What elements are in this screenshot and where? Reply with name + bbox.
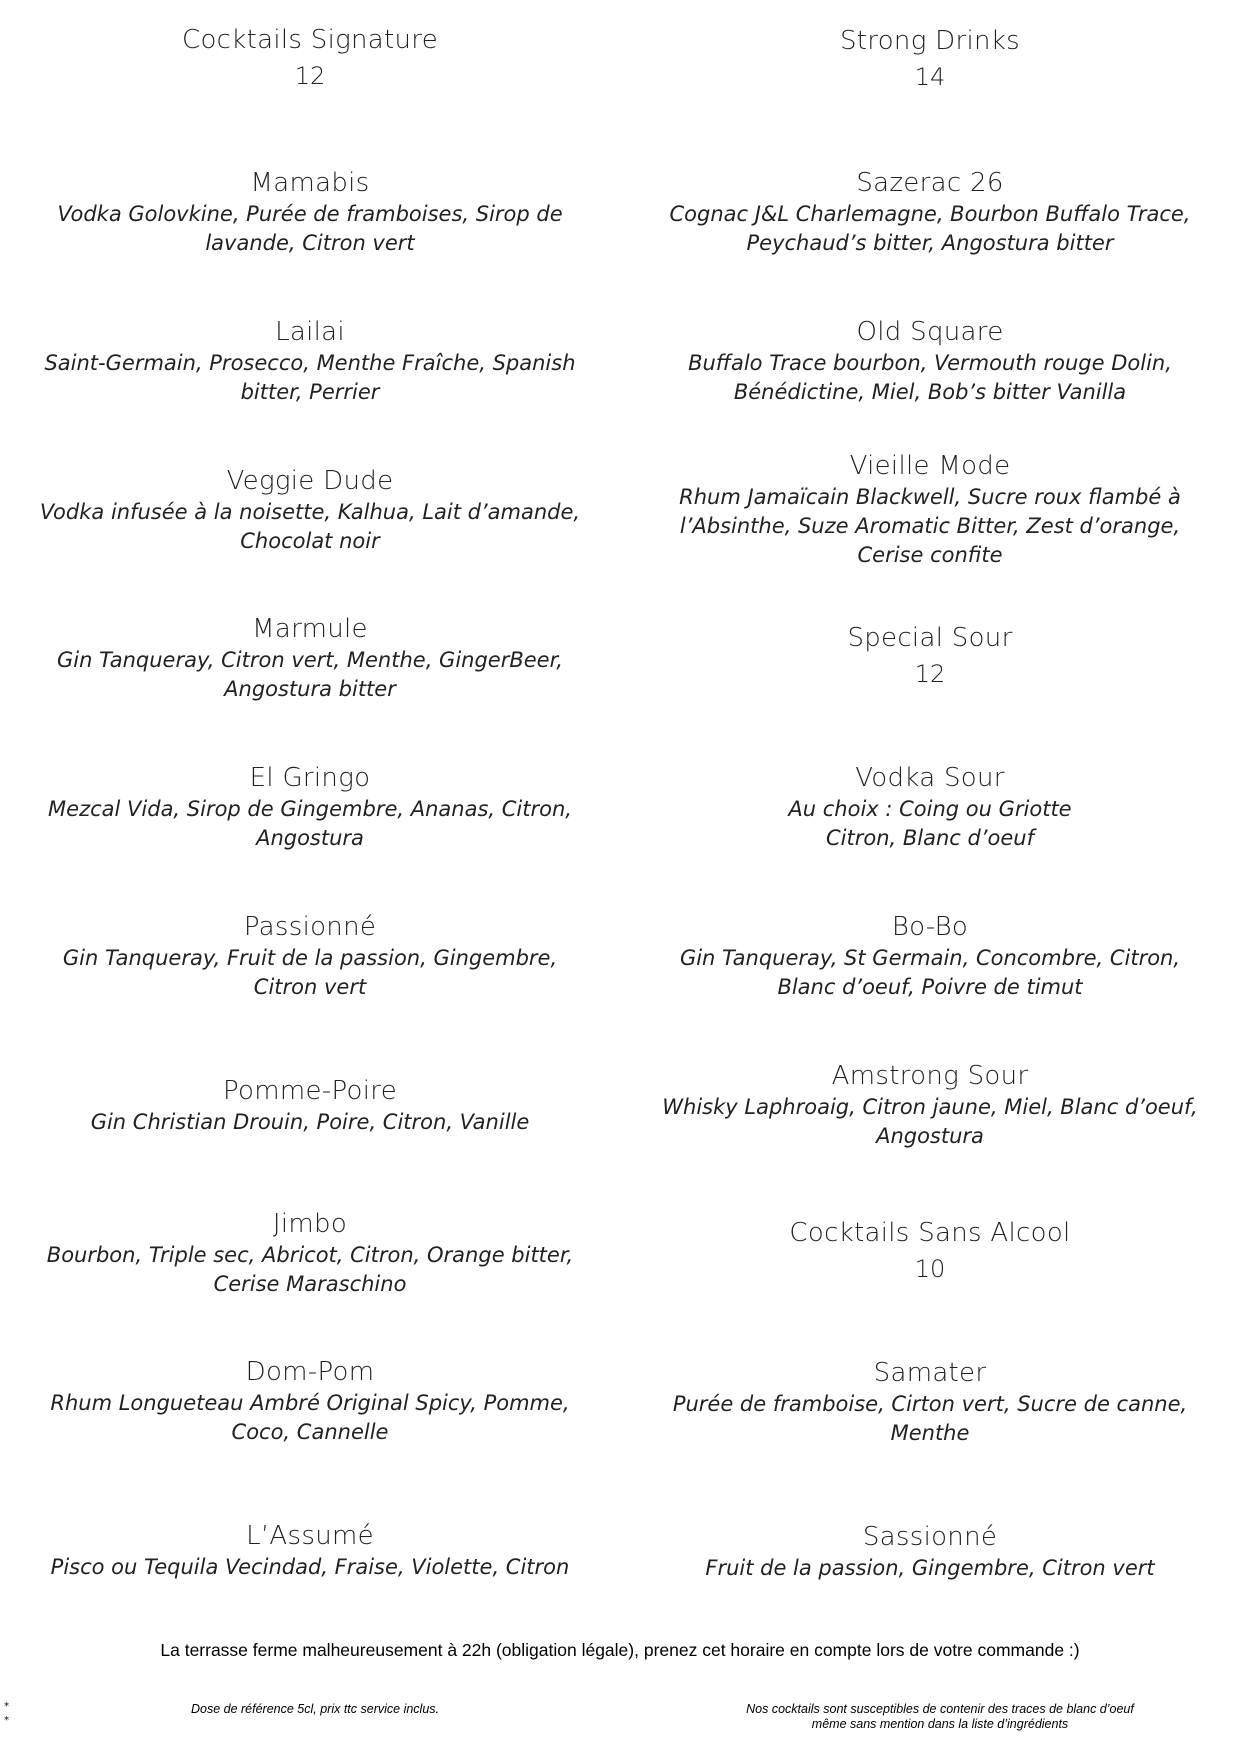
menu-item <box>30 464 590 556</box>
drink-ingredients: Vodka infusée à la noisette, Kalhua, Lait d’amande, Chocolat noir <box>39 500 581 553</box>
menu-item <box>650 1059 1210 1151</box>
egg-white-allergen-note <box>680 1702 1200 1732</box>
drink-ingredients: Mezcal Vida, Sirop de Gingembre, Ananas, Citron, Angostura <box>48 797 572 850</box>
drink-name: Sazerac 26 <box>856 168 1004 198</box>
drink-ingredients: Vodka Golovkine, Purée de framboises, Sirop de lavande, Citron vert <box>57 202 563 255</box>
menu-item <box>30 1074 590 1137</box>
section-price: 12 <box>914 660 946 688</box>
drink-name: Vieille Mode <box>849 451 1011 481</box>
drink-name: Sassionné <box>862 1522 998 1552</box>
terrace-closing-note: La terrasse ferme malheureusement à 22h (obligation légale), prenez cet horaire en compte lors de votre commande :) <box>160 1640 1080 1660</box>
menu-item <box>650 166 1210 258</box>
menu-item <box>30 1207 590 1299</box>
drink-ingredients: Gin Tanqueray, Citron vert, Menthe, GingerBeer, Angostura bitter <box>57 648 563 701</box>
menu-item <box>650 910 1210 1002</box>
drink-ingredients: Cognac J&L Charlemagne, Bourbon Buffalo Trace, Peychaud’s bitter, Angostura bitter <box>669 202 1191 255</box>
menu-item <box>30 1355 590 1447</box>
drink-name: Amstrong Sour <box>831 1061 1029 1091</box>
menu-item <box>30 1519 590 1582</box>
section-price: 12 <box>294 62 326 90</box>
menu-item <box>30 315 590 407</box>
section-title: Cocktails Signature <box>181 25 439 55</box>
drink-ingredients: Gin Tanqueray, St Germain, Concombre, Citron, Blanc d’oeuf, Poivre de timut <box>679 946 1181 999</box>
section-price: 14 <box>914 63 946 91</box>
drink-name: Jimbo <box>272 1209 348 1239</box>
menu-item <box>650 1520 1210 1583</box>
drink-ingredients: Fruit de la passion, Gingembre, Citron vert <box>705 1556 1155 1580</box>
allergen-note-line-1: Nos cocktails sont susceptibles de contenir des traces de blanc d’oeuf <box>746 1702 1134 1716</box>
section-title: Cocktails Sans Alcool <box>789 1218 1071 1248</box>
drink-name: El Gringo <box>249 763 371 793</box>
menu-item <box>30 612 590 704</box>
dose-reference-note: Dose de référence 5cl, prix ttc service inclus. <box>190 1702 440 1716</box>
menu-item <box>650 315 1210 407</box>
drink-name: Vodka Sour <box>855 763 1005 793</box>
drink-name: L’Assumé <box>246 1521 374 1551</box>
section-title: Strong Drinks <box>840 26 1020 56</box>
menu-item <box>650 1356 1210 1448</box>
drink-ingredients: Rhum Longueteau Ambré Original Spicy, Pomme, Coco, Cannelle <box>50 1391 570 1444</box>
footnote-marker: * <box>4 1715 9 1726</box>
drink-name: Passionné <box>243 912 377 942</box>
drink-name: Marmule <box>252 614 368 644</box>
drink-ingredients: Pisco ou Tequila Vecindad, Fraise, Violette, Citron <box>50 1555 570 1579</box>
drink-ingredients: Buffalo Trace bourbon, Vermouth rouge Dolin, Bénédictine, Miel, Bob’s bitter Vanilla <box>688 351 1172 404</box>
footnote-marker: * <box>4 1701 9 1712</box>
drink-ingredients: Bourbon, Triple sec, Abricot, Citron, Orange bitter, Cerise Maraschino <box>46 1243 574 1296</box>
allergen-note-line-2: même sans mention dans la liste d’ingrédients <box>811 1717 1069 1731</box>
menu-item <box>650 761 1210 853</box>
section-header-signature <box>30 22 590 94</box>
drink-name: Samater <box>873 1358 987 1388</box>
drink-ingredients-extra: Citron, Blanc d’oeuf <box>826 826 1034 850</box>
drink-name: Old Square <box>856 317 1004 347</box>
section-title: Special Sour <box>847 623 1013 653</box>
drink-ingredients: Gin Tanqueray, Fruit de la passion, Gingembre, Citron vert <box>62 946 558 999</box>
section-price: 10 <box>914 1255 946 1283</box>
drink-name: Lailai <box>275 317 345 347</box>
menu-item <box>650 449 1210 570</box>
menu-item <box>30 910 590 1002</box>
drink-name: Pomme-Poire <box>223 1076 397 1106</box>
drink-name: Dom-Pom <box>245 1357 375 1387</box>
drink-ingredients: Saint-Germain, Prosecco, Menthe Fraîche, Spanish bitter, Perrier <box>44 351 576 404</box>
menu-item <box>30 761 590 853</box>
section-header-special-sour <box>650 620 1210 692</box>
menu-item <box>30 166 590 258</box>
drink-name: Veggie Dude <box>226 466 394 496</box>
drink-name: Bo-Bo <box>891 912 969 942</box>
drink-ingredients: Au choix : Coing ou Griotte <box>788 797 1072 821</box>
drink-ingredients: Whisky Laphroaig, Citron jaune, Miel, Blanc d’oeuf, Angostura <box>662 1095 1198 1148</box>
drink-ingredients: Gin Christian Drouin, Poire, Citron, Vanille <box>90 1110 530 1134</box>
section-header-sans-alcool <box>650 1215 1210 1287</box>
drink-ingredients: Rhum Jamaïcain Blackwell, Sucre roux flambé à l’Absinthe, Suze Aromatic Bitter, Zest d’orange, Cerise confite <box>679 485 1181 567</box>
drink-name: Mamabis <box>250 168 370 198</box>
section-header-strong-drinks <box>650 23 1210 95</box>
drink-ingredients: Purée de framboise, Cirton vert, Sucre de canne, Menthe <box>672 1392 1188 1445</box>
